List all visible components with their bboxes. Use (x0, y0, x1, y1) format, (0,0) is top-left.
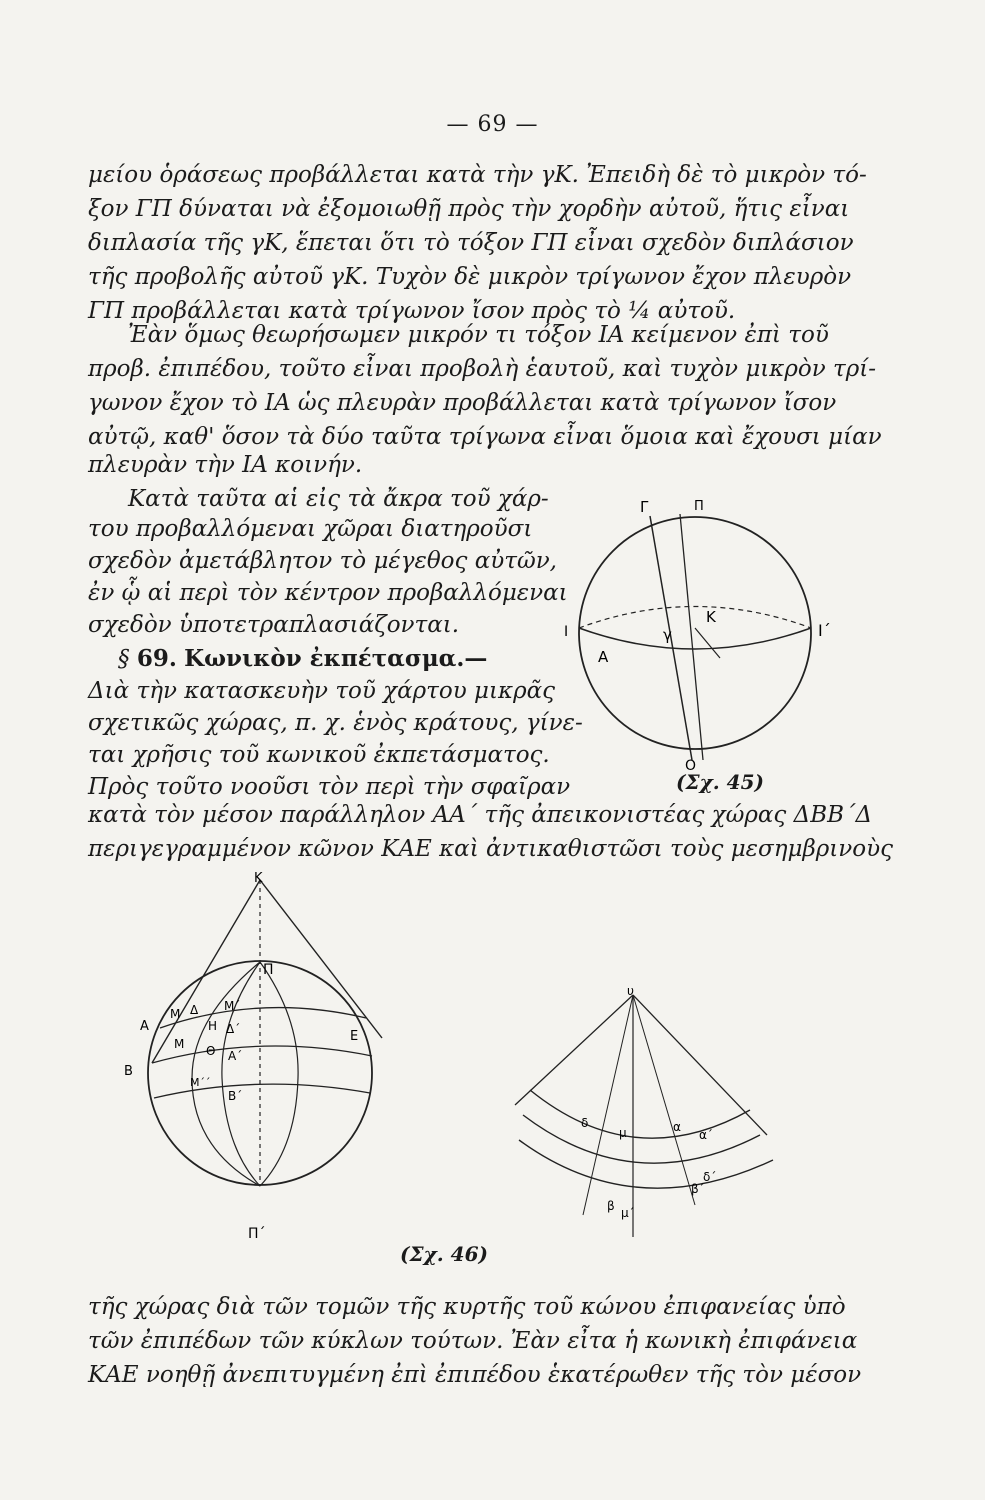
text-line: προβ. ἐπιπέδου, τοῦτο εἶναι προβολὴ ἑαυτοῦ, καὶ τυχὸν μικρὸν τρί- (88, 356, 877, 382)
label-delta-prime: Δ΄ (226, 1022, 241, 1036)
label-delta-small: δ (581, 1116, 589, 1130)
section-sign: § (118, 646, 130, 672)
text-line: του προβαλλόμεναι χῶραι διατηροῦσι (88, 516, 533, 542)
label-omicron: Ο (685, 758, 697, 774)
label-upsilon: υ (627, 985, 634, 998)
cone-side-right (260, 880, 382, 1038)
text-line: τῆς προβολῆς αὐτοῦ γΚ. Τυχὸν δὲ μικρὸν τρίγωνον ἔχον πλευρὸν (88, 264, 852, 290)
label-mu-small: μ (619, 1126, 627, 1140)
label-pi: Π (263, 962, 274, 978)
text-line: ξον ΓΠ δύναται νὰ ἐξομοιωθῇ πρὸς τὴν χορδὴν αὐτοῦ, ἥτις εἶναι (88, 196, 850, 222)
figure-45-sphere (560, 490, 840, 775)
label-delta: Δ (190, 1003, 199, 1017)
label-alpha: Α (140, 1019, 149, 1034)
label-theta: Θ (206, 1044, 216, 1058)
figure-46-caption: (Σχ. 46) (400, 1242, 488, 1266)
text-line: περιγεγραμμένον κῶνον ΚΑΕ καὶ ἀντικαθιστῶσι τοὺς μεσημβρινοὺς (88, 836, 893, 862)
label-mu-double-prime: Μ΄΄ (190, 1076, 211, 1089)
label-eta: Η (208, 1019, 218, 1033)
arc-1 (530, 1090, 750, 1138)
text-line: Ἐὰν ὅμως θεωρήσωμεν μικρόν τι τόξον ΙΑ κείμενον ἐπὶ τοῦ (128, 322, 829, 348)
text-line: Πρὸς τοῦτο νοοῦσι τὸν περὶ τὴν σφαῖραν (88, 774, 571, 800)
label-alpha-prime: Α΄ (228, 1049, 243, 1063)
section-heading (118, 644, 487, 674)
label-kappa: Κ (254, 871, 263, 886)
text-line: ἐν ᾧ αἱ περὶ τὸν κέντρον προβαλλόμεναι (88, 580, 568, 606)
text-line: κατὰ τὸν μέσον παράλληλον ΑΑ΄ τῆς ἀπεικονιστέας χώρας ΔΒΒ΄Δ (88, 802, 873, 828)
figure-46-developed-cone (505, 985, 790, 1245)
cone-side-left (152, 880, 260, 1063)
text-line: μείου ὁράσεως προβάλλεται κατὰ τὴν γΚ. Ἐπειδὴ δὲ τὸ μικρὸν τό- (88, 162, 867, 188)
text-line: γωνον ἔχον τὸ ΙΑ ὡς πλευρὰν προβάλλεται κατὰ τρίγωνον ἴσον (88, 390, 837, 416)
label-beta: Β (124, 1064, 133, 1079)
text-line: πλευρὰν τὴν ΙΑ κοινήν. (88, 452, 363, 478)
label-small-gamma: γ (663, 626, 672, 644)
text-line: Διὰ τὴν κατασκευὴν τοῦ χάρτου μικρᾶς (88, 678, 556, 704)
text-line: ται χρῆσις τοῦ κωνικοῦ ἐκπετάσματος. (88, 742, 550, 768)
equator-back (579, 607, 811, 629)
figure-45-caption: (Σχ. 45) (676, 770, 764, 794)
label-iota-prime: Ι΄ (818, 621, 831, 640)
label-beta-small: β (607, 1199, 615, 1213)
meridian-3 (260, 962, 298, 1186)
text-line: διπλασία τῆς γΚ, ἕπεται ὅτι τὸ τόξον ΓΠ εἶναι σχεδὸν διπλάσιον (88, 230, 854, 256)
text-line: Κατὰ ταῦτα αἱ εἰς τὰ ἄκρα τοῦ χάρ- (128, 486, 549, 512)
label-iota: Ι (564, 624, 569, 640)
cone-edge-left (515, 995, 633, 1105)
text-line: σχεδὸν ἀμετάβλητον τὸ μέγεθος αὐτῶν, (88, 548, 557, 574)
label-kappa: Κ (706, 608, 716, 626)
label-gamma: Γ (640, 498, 649, 516)
label-mu: Μ (174, 1037, 185, 1051)
section-title: Κωνικὸν ἐκπέτασμα.— (184, 645, 488, 672)
label-alpha-prime-small: α΄ (699, 1128, 713, 1142)
figure-46-cone-sphere (110, 868, 410, 1248)
text-line: τῶν ἐπιπέδων τῶν κύκλων τούτων. Ἐὰν εἶτα ἡ κωνικὴ ἐπιφάνεια (88, 1328, 858, 1354)
label-pi-prime: Π΄ (248, 1226, 266, 1242)
label-alpha-small: α (673, 1120, 681, 1134)
label-mu-2: Μ (170, 1007, 181, 1021)
cone-edge-right (633, 995, 767, 1135)
equator-front (579, 628, 811, 649)
label-mu-prime-small: μ΄ (621, 1206, 635, 1220)
sphere-outline (579, 517, 811, 749)
label-beta-prime-small: β΄ (691, 1182, 705, 1196)
text-line: ΚΑΕ νοηθῇ ἀνεπιτυγμένη ἐπὶ ἐπιπέδου ἑκατέρωθεν τῆς τὸν μέσον (88, 1362, 862, 1388)
label-alpha: Α (598, 648, 609, 666)
label-mu-prime: Μ΄ (224, 999, 241, 1013)
section-number: 69. (136, 645, 177, 672)
label-pi: Π (694, 499, 704, 514)
meridian-1 (192, 962, 260, 1186)
page-number: — 69 — (446, 112, 539, 137)
text-line: σχεδὸν ὑποτετραπλασιάζονται. (88, 612, 460, 638)
label-epsilon: Ε (350, 1029, 359, 1044)
label-delta-prime-small: δ΄ (703, 1170, 717, 1184)
axis-line-po (680, 514, 703, 760)
parallel-3 (154, 1084, 370, 1098)
text-line: σχετικῶς χώρας, π. χ. ἑνὸς κράτους, γίνε- (88, 710, 583, 736)
meridian-2 (222, 962, 260, 1186)
radius-line (695, 628, 720, 658)
text-line: ΓΠ προβάλλεται κατὰ τρίγωνον ἴσον πρὸς τὸ ¼ αὐτοῦ. (88, 298, 736, 324)
text-line: τῆς χώρας διὰ τῶν τομῶν τῆς κυρτῆς τοῦ κώνου ἐπιφανείας ὑπὸ (88, 1294, 846, 1320)
text-line: αὐτῷ, καθ' ὅσον τὰ δύο ταῦτα τρίγωνα εἶναι ὅμοια καὶ ἔχουσι μίαν (88, 424, 882, 450)
label-beta-prime: Β΄ (228, 1089, 243, 1103)
parallel-2 (152, 1046, 372, 1063)
